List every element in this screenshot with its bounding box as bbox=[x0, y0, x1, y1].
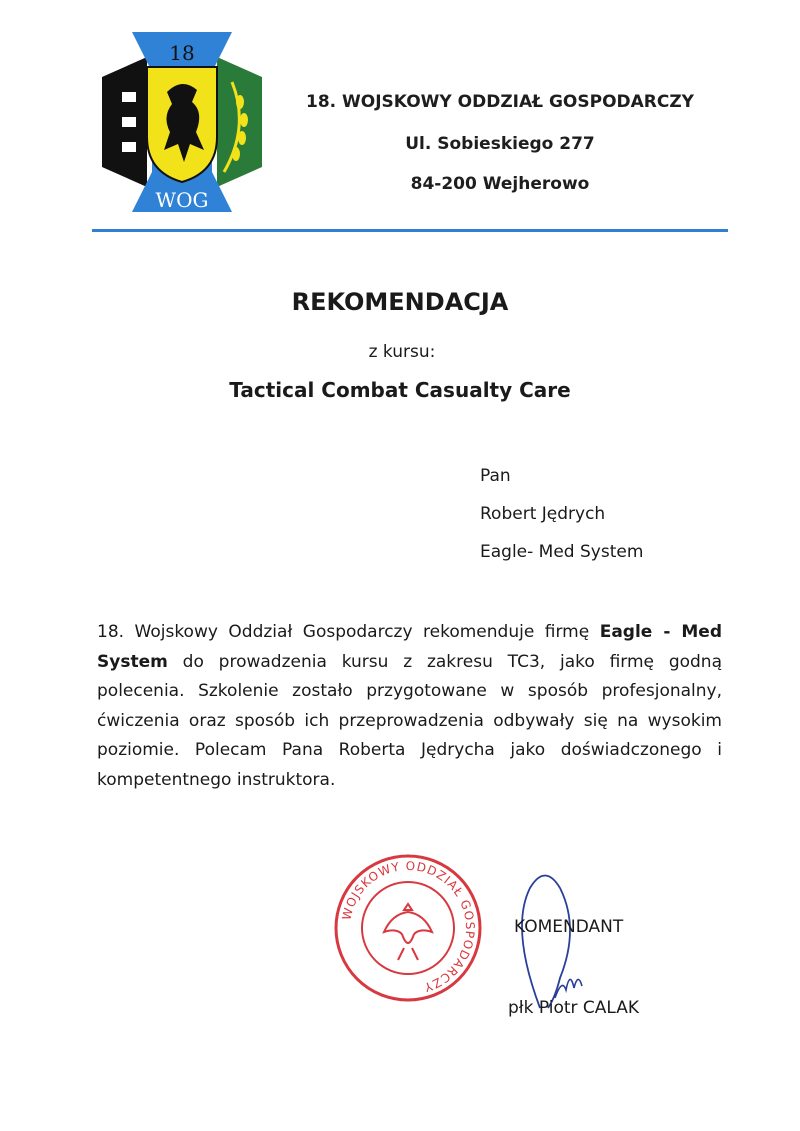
org-name: 18. WOJSKOWY ODDZIAŁ GOSPODARCZY bbox=[306, 92, 694, 112]
body-company: Eagle - Med System bbox=[97, 622, 722, 672]
logo-abbr: WOG bbox=[155, 188, 209, 212]
signatory-name: płk Piotr CALAK bbox=[508, 998, 640, 1018]
recipient-name: Robert Jędrych bbox=[480, 504, 606, 524]
document-title: REKOMENDACJA bbox=[291, 288, 509, 316]
polish-eagle-icon bbox=[384, 904, 432, 960]
body-part2: do prowadzenia kursu z zakresu TC3, jako firmę godną polecenia. Szkolenie zostało przygotowane w sposób profesjonalny, ćwiczenia oraz sposób ich przeprowadzenia odbywały się na wysokim poziomie. Polecam Pana Roberta Jędrycha jako doświadczonego i kompetentnego instruktora. bbox=[97, 651, 722, 790]
wog-logo-icon bbox=[92, 32, 272, 212]
document-subtitle: z kursu: bbox=[368, 342, 436, 362]
handwritten-signature-icon bbox=[500, 858, 620, 1018]
course-name: Tactical Combat Casualty Care bbox=[229, 378, 571, 402]
header-rule bbox=[92, 229, 728, 232]
body-part1: 18. Wojskowy Oddział Gospodarczy rekomenduje firmę bbox=[97, 622, 600, 642]
signatory-title: KOMENDANT bbox=[514, 917, 624, 937]
recipient-salutation: Pan bbox=[480, 466, 511, 486]
recipient-company: Eagle- Med System bbox=[480, 542, 644, 562]
official-stamp-icon bbox=[332, 852, 484, 1004]
recommendation-body bbox=[97, 618, 722, 795]
stamp-text: WOJSKOWY ODDZIAŁ GOSPODARCZY bbox=[339, 858, 478, 995]
org-street: Ul. Sobieskiego 277 bbox=[405, 134, 595, 154]
org-city: 84-200 Wejherowo bbox=[410, 174, 590, 194]
logo-number: 18 bbox=[169, 41, 195, 65]
